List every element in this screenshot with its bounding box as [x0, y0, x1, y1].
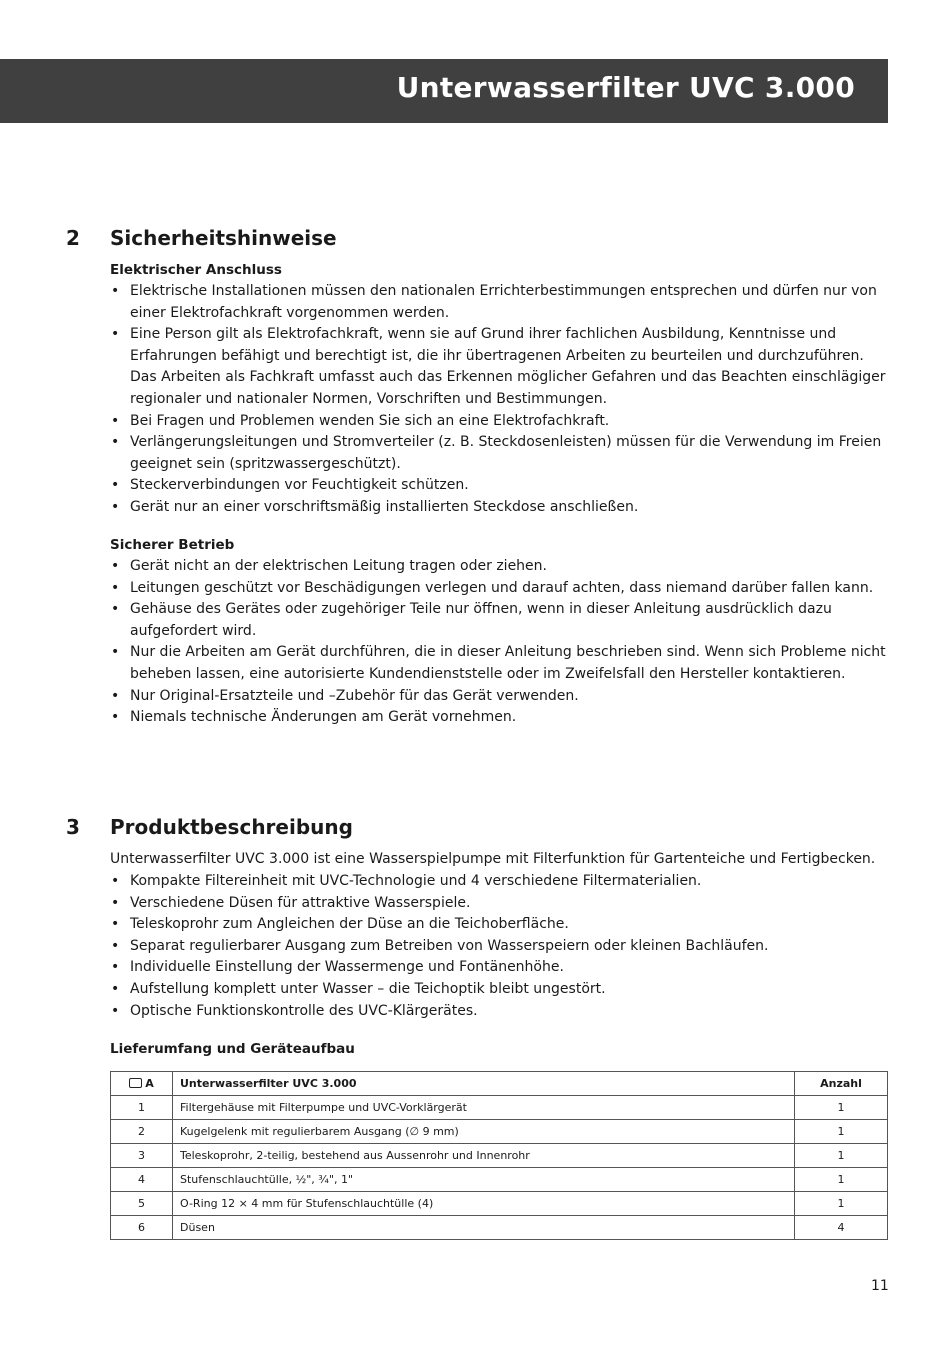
cell-description: Stufenschlauchtülle, ½", ¾", 1" [173, 1168, 795, 1192]
table-row [111, 1192, 888, 1216]
cell-quantity: 4 [795, 1216, 888, 1240]
list-item: • Niemals technische Änderungen am Gerät vornehmen. [110, 707, 890, 729]
cell-description: Kugelgelenk mit regulierbarem Ausgang (∅ 9 mm) [173, 1120, 795, 1144]
table-row [111, 1096, 888, 1120]
cell-position: 3 [111, 1144, 173, 1168]
page-number: 11 [871, 1278, 889, 1294]
cell-description: Teleskoprohr, 2-teilig, bestehend aus Aussenrohr und Innenrohr [173, 1144, 795, 1168]
list-item: • Nur Original-Ersatzteile und –Zubehör für das Gerät verwenden. [110, 686, 890, 708]
cell-position: 4 [111, 1168, 173, 1192]
product-bullet-list [110, 871, 890, 1022]
cell-description: Filtergehäuse mit Filterpumpe und UVC-Vorklärgerät [173, 1096, 795, 1120]
table-row [111, 1216, 888, 1240]
header-band [0, 59, 888, 123]
section-2-heading [66, 226, 337, 250]
product-intro: Unterwasserfilter UVC 3.000 ist eine Wasserspielpumpe mit Filterfunktion für Gartenteiche und Fertigbecken. [110, 851, 876, 867]
section-3-heading [66, 815, 353, 839]
list-item: • Verschiedene Düsen für attraktive Wasserspiele. [110, 893, 890, 915]
list-item: • Gerät nur an einer vorschriftsmäßig installierten Steckdose anschließen. [110, 497, 890, 519]
figure-box-icon [129, 1078, 142, 1088]
list-item: • Leitungen geschützt vor Beschädigungen verlegen und darauf achten, dass niemand darüber fallen kann. [110, 578, 890, 600]
list-item: • Eine Person gilt als Elektrofachkraft, wenn sie auf Grund ihrer fachlichen Ausbildung, Kenntnisse und Erfahrungen befähigt und berechtigt ist, die ihr übertragenen Arbeiten zu beurteilen und durchzuführen. Das Arbeiten als Fachkraft umfasst auch das Erkennen möglicher Gefahren und das Beachten einschlägiger regionaler und nationaler Normen, Vorschriften und Bestimmungen. [110, 324, 890, 410]
section-number: 3 [66, 815, 80, 839]
list-item: • Verlängerungsleitungen und Stromverteiler (z. B. Steckdosenleisten) müssen für die Verwendung im Freien geeignet sein (spritzwassergeschützt). [110, 432, 890, 475]
section-number: 2 [66, 226, 80, 250]
cell-quantity: 1 [795, 1120, 888, 1144]
cell-position: 1 [111, 1096, 173, 1120]
subheading-operation: Sicherer Betrieb [110, 537, 235, 553]
cell-description: O-Ring 12 × 4 mm für Stufenschlauchtülle (4) [173, 1192, 795, 1216]
header-cell-product: Unterwasserfilter UVC 3.000 [173, 1072, 795, 1096]
cell-quantity: 1 [795, 1192, 888, 1216]
cell-position: 5 [111, 1192, 173, 1216]
page-title: Unterwasserfilter UVC 3.000 [396, 71, 855, 104]
subheading-scope: Lieferumfang und Geräteaufbau [110, 1041, 355, 1057]
cell-quantity: 1 [795, 1144, 888, 1168]
list-item: • Kompakte Filtereinheit mit UVC-Technologie und 4 verschiedene Filtermaterialien. [110, 871, 890, 893]
list-item: • Gerät nicht an der elektrischen Leitung tragen oder ziehen. [110, 556, 890, 578]
subheading-electrical: Elektrischer Anschluss [110, 262, 282, 278]
list-item: • Steckerverbindungen vor Feuchtigkeit schützen. [110, 475, 890, 497]
table-row [111, 1144, 888, 1168]
list-item: • Teleskoprohr zum Angleichen der Düse an die Teichoberfläche. [110, 914, 890, 936]
header-figure-label: A [145, 1077, 154, 1090]
operation-bullet-list [110, 556, 890, 729]
section-title: Produktbeschreibung [110, 815, 353, 839]
section-title: Sicherheitshinweise [110, 226, 337, 250]
table-header-row [111, 1072, 888, 1096]
cell-quantity: 1 [795, 1168, 888, 1192]
list-item: • Gehäuse des Gerätes oder zugehöriger Teile nur öffnen, wenn in dieser Anleitung ausdrücklich dazu aufgefordert wird. [110, 599, 890, 642]
header-cell-quantity: Anzahl [795, 1072, 888, 1096]
table-row [111, 1120, 888, 1144]
list-item: • Optische Funktionskontrolle des UVC-Klärgerätes. [110, 1001, 890, 1023]
list-item: • Nur die Arbeiten am Gerät durchführen, die in dieser Anleitung beschrieben sind. Wenn sich Probleme nicht beheben lassen, eine autorisierte Kundendienststelle oder im Zweifelsfall den Hersteller kontaktieren. [110, 642, 890, 685]
list-item: • Bei Fragen und Problemen wenden Sie sich an eine Elektrofachkraft. [110, 411, 890, 433]
header-cell-figure [111, 1072, 173, 1096]
cell-description: Düsen [173, 1216, 795, 1240]
electrical-bullet-list [110, 281, 890, 519]
list-item: • Individuelle Einstellung der Wassermenge und Fontänenhöhe. [110, 957, 890, 979]
table-row [111, 1168, 888, 1192]
cell-quantity: 1 [795, 1096, 888, 1120]
parts-table [110, 1071, 888, 1240]
list-item: • Separat regulierbarer Ausgang zum Betreiben von Wasserspeiern oder kleinen Bachläufen. [110, 936, 890, 958]
list-item: • Aufstellung komplett unter Wasser – die Teichoptik bleibt ungestört. [110, 979, 890, 1001]
cell-position: 6 [111, 1216, 173, 1240]
list-item: • Elektrische Installationen müssen den nationalen Errichterbestimmungen entsprechen und dürfen nur von einer Elektrofachkraft vorgenommen werden. [110, 281, 890, 324]
cell-position: 2 [111, 1120, 173, 1144]
